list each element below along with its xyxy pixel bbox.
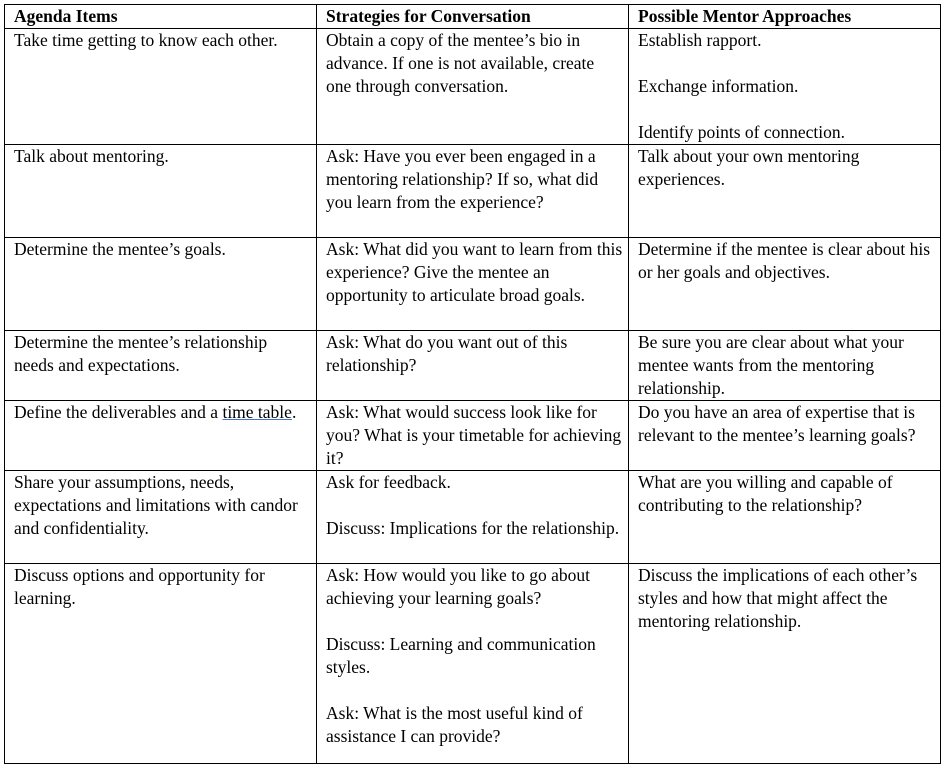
cell-text: Identify points of connection. (638, 122, 846, 142)
cell-text: Obtain a copy of the mentee’s bio in advance. If one is not available, create one through conversation. (326, 30, 595, 96)
approach-cell (629, 238, 941, 331)
cell-text: . (291, 402, 297, 422)
strategy-cell (317, 331, 629, 401)
cell-text: Discuss options and opportunity for learning. (14, 565, 265, 608)
strategy-cell (317, 564, 629, 764)
strategy-cell (317, 238, 629, 331)
table-row (5, 564, 941, 764)
strategy-cell (317, 471, 629, 564)
header-mentor-approaches: Possible Mentor Approaches (629, 5, 941, 29)
agenda-cell (5, 331, 317, 401)
cell-text: Define the deliverables and a (14, 402, 223, 422)
cell-text: Ask for feedback. (326, 472, 451, 492)
approach-cell (629, 564, 941, 764)
strategy-cell (317, 145, 629, 238)
table-row (5, 471, 941, 564)
cell-text: Establish rapport. (638, 30, 762, 50)
table-row (5, 145, 941, 238)
cell-text: Discuss: Implications for the relationship. (326, 518, 620, 538)
strategy-cell (317, 401, 629, 471)
approach-cell (629, 471, 941, 564)
agenda-cell (5, 401, 317, 471)
cell-text: Discuss the implications of each other’s styles and how that might affect the mentoring relationship. (638, 565, 918, 631)
cell-text: Ask: What is the most useful kind of assistance I can provide? (326, 703, 583, 746)
cell-text: Ask: What would success look like for you? What is your timetable for achieving it? (326, 402, 622, 468)
strategy-cell (317, 29, 629, 145)
cell-text: What are you willing and capable of contributing to the relationship? (638, 472, 893, 515)
agenda-cell (5, 145, 317, 238)
cell-text: Determine if the mentee is clear about his or her goals and objectives. (638, 239, 931, 282)
table-row (5, 238, 941, 331)
cell-text: Be sure you are clear about what your mentee wants from the mentoring relationship. (638, 332, 904, 398)
approach-cell (629, 331, 941, 401)
cell-text: Ask: Have you ever been engaged in a mentoring relationship? If so, what did you learn from the experience? (326, 146, 599, 212)
header-strategies: Strategies for Conversation (317, 5, 629, 29)
cell-text: Share your assumptions, needs, expectations and limitations with candor and confidentiality. (14, 472, 298, 538)
cell-text: Ask: What do you want out of this relationship? (326, 332, 568, 375)
header-row (5, 5, 941, 29)
cell-text: Discuss: Learning and communication styles. (326, 634, 596, 677)
table-row (5, 29, 941, 145)
cell-text: Talk about mentoring. (14, 146, 169, 166)
cell-text: Take time getting to know each other. (14, 30, 278, 50)
time-table-link[interactable]: time table (222, 402, 292, 422)
cell-text: Determine the mentee’s goals. (14, 239, 226, 259)
agenda-cell (5, 29, 317, 145)
cell-text: Do you have an area of expertise that is relevant to the mentee’s learning goals? (638, 402, 916, 445)
header-agenda-items: Agenda Items (5, 5, 317, 29)
approach-cell (629, 401, 941, 471)
table-row (5, 401, 941, 471)
agenda-cell (5, 471, 317, 564)
table-row (5, 331, 941, 401)
agenda-cell (5, 238, 317, 331)
approach-cell (629, 145, 941, 238)
cell-text: Ask: How would you like to go about achieving your learning goals? (326, 565, 590, 608)
cell-text: Exchange information. (638, 76, 799, 96)
cell-text: Determine the mentee’s relationship needs and expectations. (14, 332, 268, 375)
cell-text: Talk about your own mentoring experiences. (638, 146, 860, 189)
agenda-cell (5, 564, 317, 764)
mentoring-agenda-table (4, 4, 941, 764)
approach-cell (629, 29, 941, 145)
cell-text: Ask: What did you want to learn from this experience? Give the mentee an opportunity to articulate broad goals. (326, 239, 623, 305)
